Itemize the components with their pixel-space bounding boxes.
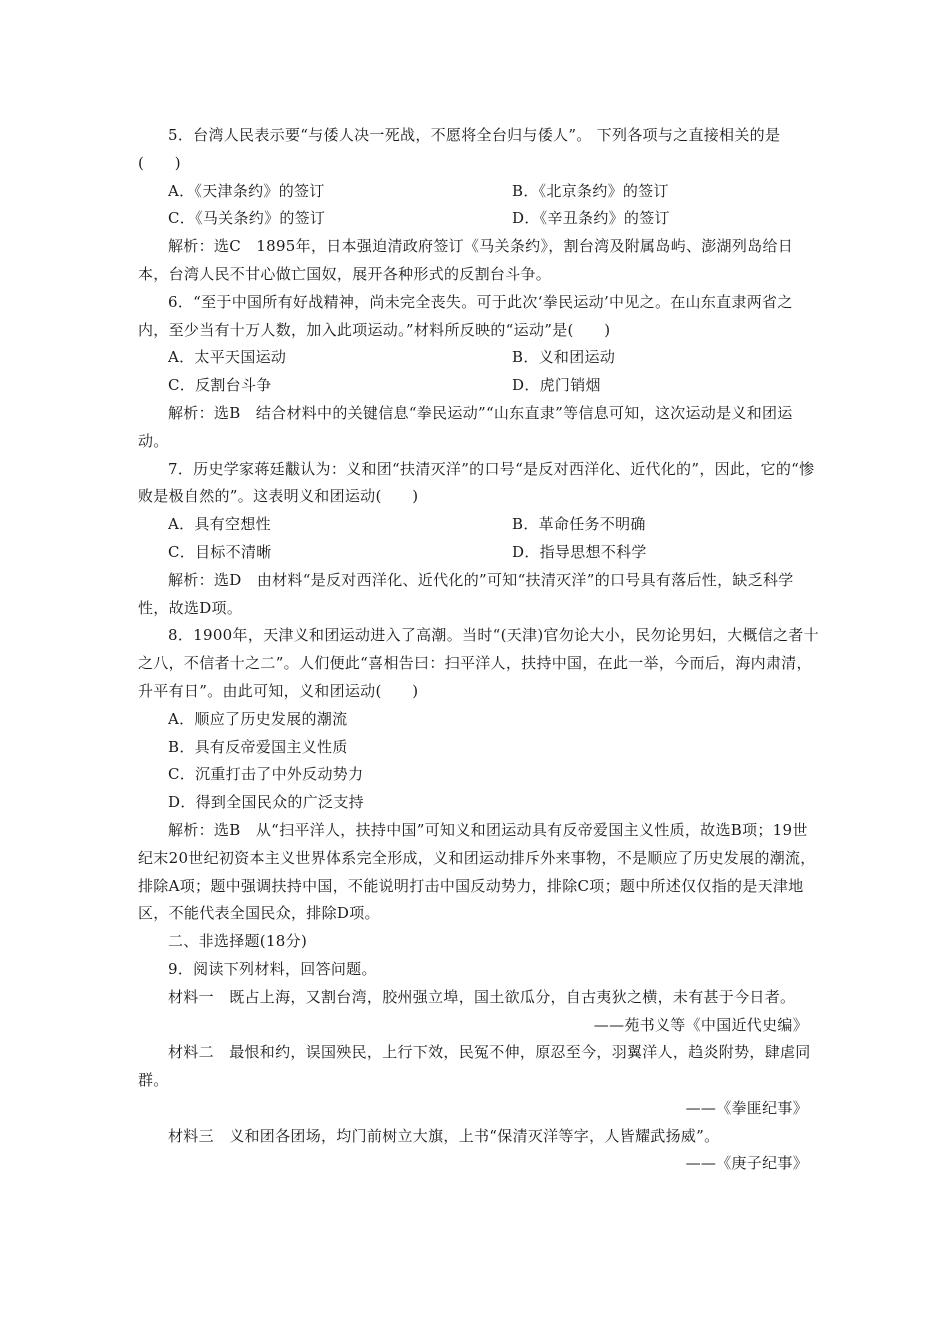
- question-8-stem: 8．1900年，天津义和团运动进入了高潮。当时“(天津)官勿论大小，民勿论男妇，大概信之者十之八，不信者十之二”。人们便此“喜相告曰：扫平洋人，扶持中国，在此一举，今而后，海内肃清，升平有日”。由此可知，义和团运动( ): [138, 626, 819, 700]
- question-5-analysis: 解析：选C 1895年，日本强迫清政府签订《马关条约》，割台湾及附属岛屿、澎湖列岛给日本，台湾人民不甘心做亡国奴，展开各种形式的反割台斗争。: [138, 237, 794, 283]
- question-5-options-row-2: [138, 205, 822, 233]
- question-6-options-row-2: [138, 372, 822, 400]
- question-6-analysis: 解析：选B 结合材料中的关键信息“拳民运动”“山东直隶”等信息可知，这次运动是义和团运动。: [138, 403, 793, 450]
- document-content: [138, 122, 822, 1178]
- question-5-option-c: C．《马关条约》的签订: [168, 209, 326, 228]
- question-6-option-c: C．反割台斗争: [168, 376, 272, 395]
- question-5-options-row-1: [138, 178, 822, 206]
- question-7-option-d: D．指导思想不科学: [512, 542, 647, 561]
- question-6-options-row-1: [138, 344, 822, 372]
- question-5-option-d: D．《辛丑条约》的签订: [512, 209, 670, 228]
- question-6-option-b: B．义和团运动: [512, 348, 616, 367]
- question-9-material-1: 材料一 既占上海，又割台湾，胶州强立埠，国土欲瓜分，自古夷狄之横，未有甚于今日者。: [168, 987, 796, 1006]
- section-2-title: 二、非选择题(18分): [168, 932, 308, 951]
- question-7-analysis: 解析：选D 由材料“是反对西洋化、近代化的”可知“扶清灭洋”的口号具有落后性，缺乏科学性，故选D项。: [138, 570, 794, 617]
- question-7-option-b: B．革命任务不明确: [512, 515, 646, 534]
- question-6-option-a: A．太平天国运动: [168, 348, 287, 367]
- question-7-options-row-2: [138, 539, 822, 567]
- question-5-option-a: A．《天津条约》的签订: [168, 181, 325, 200]
- question-9-stem: 9．阅读下列材料，回答问题。: [168, 959, 377, 978]
- question-8-option-d: D．得到全国民众的广泛支持: [168, 793, 364, 812]
- question-8-analysis: 解析：选B 从“扫平洋人，扶持中国”可知义和团运动具有反帝爱国主义性质，故选B项；19世纪末20世纪初资本主义世界体系完全形成，义和团运动排斥外来事物，不是顺应了历史发展的潮流，排除A项；题中强调扶持中国，不能说明打击中国反动势力，排除C项；题中所述仅仅指的是天津地区，不能代表全国民众，排除D项。: [138, 820, 816, 923]
- question-9-material-1-source: ——苑书义等《中国近代史编》: [593, 1015, 808, 1034]
- question-7-options-row-1: [138, 511, 822, 539]
- question-8-option-a: A．顺应了历史发展的潮流: [168, 709, 348, 728]
- question-7-option-a: A．具有空想性: [168, 515, 271, 534]
- question-7-stem: 7．历史学家蒋廷黻认为：义和团“扶清灭洋”的口号“是反对西洋化、近代化的”，因此，它的“惨败是极自然的”。这表明义和团运动( ): [138, 459, 815, 506]
- question-8-option-b: B．具有反帝爱国主义性质: [168, 737, 348, 756]
- question-9-material-3-source: ——《庚子纪事》: [685, 1154, 808, 1173]
- question-8-option-c: C．沉重打击了中外反动势力: [168, 765, 364, 784]
- question-5-option-b: B．《北京条约》的签订: [512, 181, 669, 200]
- question-7-option-c: C．目标不清晰: [168, 542, 272, 561]
- question-9-material-3: 材料三 义和团各团场，均门前树立大旗，上书“保清灭洋等字，人皆耀武扬威”。: [168, 1126, 720, 1145]
- question-5-stem: 5．台湾人民表示要“与倭人决一死战，不愿将全台归与倭人”。 下列各项与之直接相关的是( ): [138, 126, 781, 172]
- question-6-option-d: D．虎门销烟: [512, 376, 601, 395]
- question-9-material-2-source: ——《拳匪纪事》: [685, 1098, 808, 1117]
- question-6-stem: 6．“至于中国所有好战精神，尚未完全丧失。可于此次‘拳民运动’中见之。在山东直隶两省之内，至少当有十万人数，加入此项运动。”材料所反映的“运动”是( ): [138, 292, 793, 339]
- question-9-material-2: 材料二 最恨和约，误国殃民，上行下效，民冤不伸，原忍至今，羽翼洋人，趋炎附势，肆虐同群。: [138, 1043, 811, 1090]
